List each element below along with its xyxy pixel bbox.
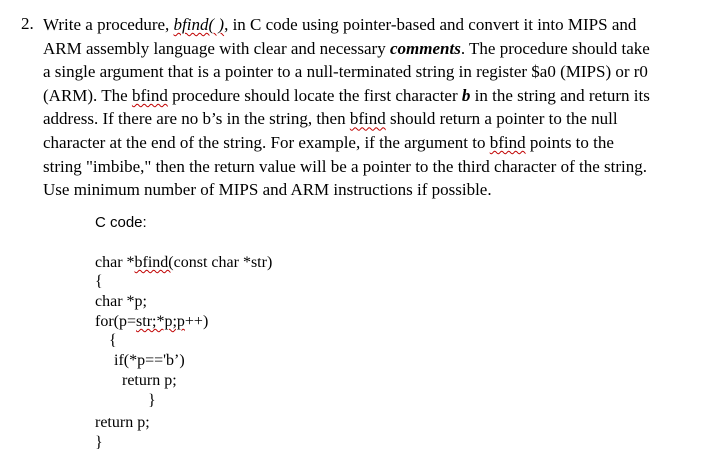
code-line-open-brace: { [95, 273, 103, 290]
function-name-bfind: bfind [349, 109, 386, 129]
code-line-if: if(*p=='b’) [114, 352, 185, 369]
text-run: a single argument that is a pointer to a null-terminated string in register $a0 (MIPS) or r0 [43, 62, 648, 82]
text-run: points to the [525, 132, 614, 152]
text-run: address. If there are no b’s in the string, then [43, 109, 350, 129]
question-line [43, 107, 711, 131]
question-line [43, 60, 711, 84]
code-line-declaration: char *p; [95, 293, 147, 310]
code-heading: C code: [95, 214, 147, 231]
question-text [43, 13, 711, 202]
text-run: procedure should locate the first character [167, 85, 462, 105]
function-name-bfind: bfind( ) [173, 15, 225, 34]
code-line-return-inner: return p; [122, 372, 177, 389]
text-run: ARM assembly language with clear and necessary [43, 38, 390, 58]
question-line [43, 131, 711, 155]
code-line-return-outer: return p; [95, 414, 150, 431]
text-run: string "imbibe," then the return value will be a pointer to the third character of the string. [43, 156, 647, 176]
text-run: Use minimum number of MIPS and ARM instructions if possible. [43, 180, 492, 200]
text-run: , in C code using pointer-based and convert it into MIPS and [224, 15, 637, 34]
emphasis-b: b [461, 85, 471, 105]
code-function-name: bfind( [134, 254, 174, 271]
code-token: for(p= [95, 313, 137, 330]
code-token: char * [95, 254, 135, 271]
code-token: str;*p;p [136, 313, 185, 330]
text-run: character at the end of the string. For example, if the argument to [43, 132, 490, 152]
code-line-for [95, 313, 208, 331]
code-token: const char *str) [173, 254, 273, 271]
question-number: 2. [21, 14, 34, 33]
code-line-close-brace: } [95, 434, 103, 451]
question-line [43, 13, 711, 37]
code-line-for-close-brace: } [148, 392, 156, 409]
question-line [43, 155, 711, 179]
question-line [43, 178, 711, 202]
text-run: . The procedure should take [460, 38, 650, 58]
code-token: ++) [184, 313, 209, 330]
function-name-bfind: bfind [131, 85, 168, 105]
emphasis-comments: comments [389, 38, 461, 58]
code-line-for-open-brace: { [109, 332, 117, 349]
text-run: Write a procedure, [43, 15, 174, 34]
question-line [43, 37, 711, 61]
text-run: in the string and return its [470, 85, 650, 105]
function-name-bfind: bfind [489, 132, 526, 152]
text-run: should return a pointer to the null [385, 109, 618, 129]
code-line-signature [95, 254, 272, 272]
text-run: (ARM). The [43, 85, 132, 105]
question-line [43, 84, 711, 108]
